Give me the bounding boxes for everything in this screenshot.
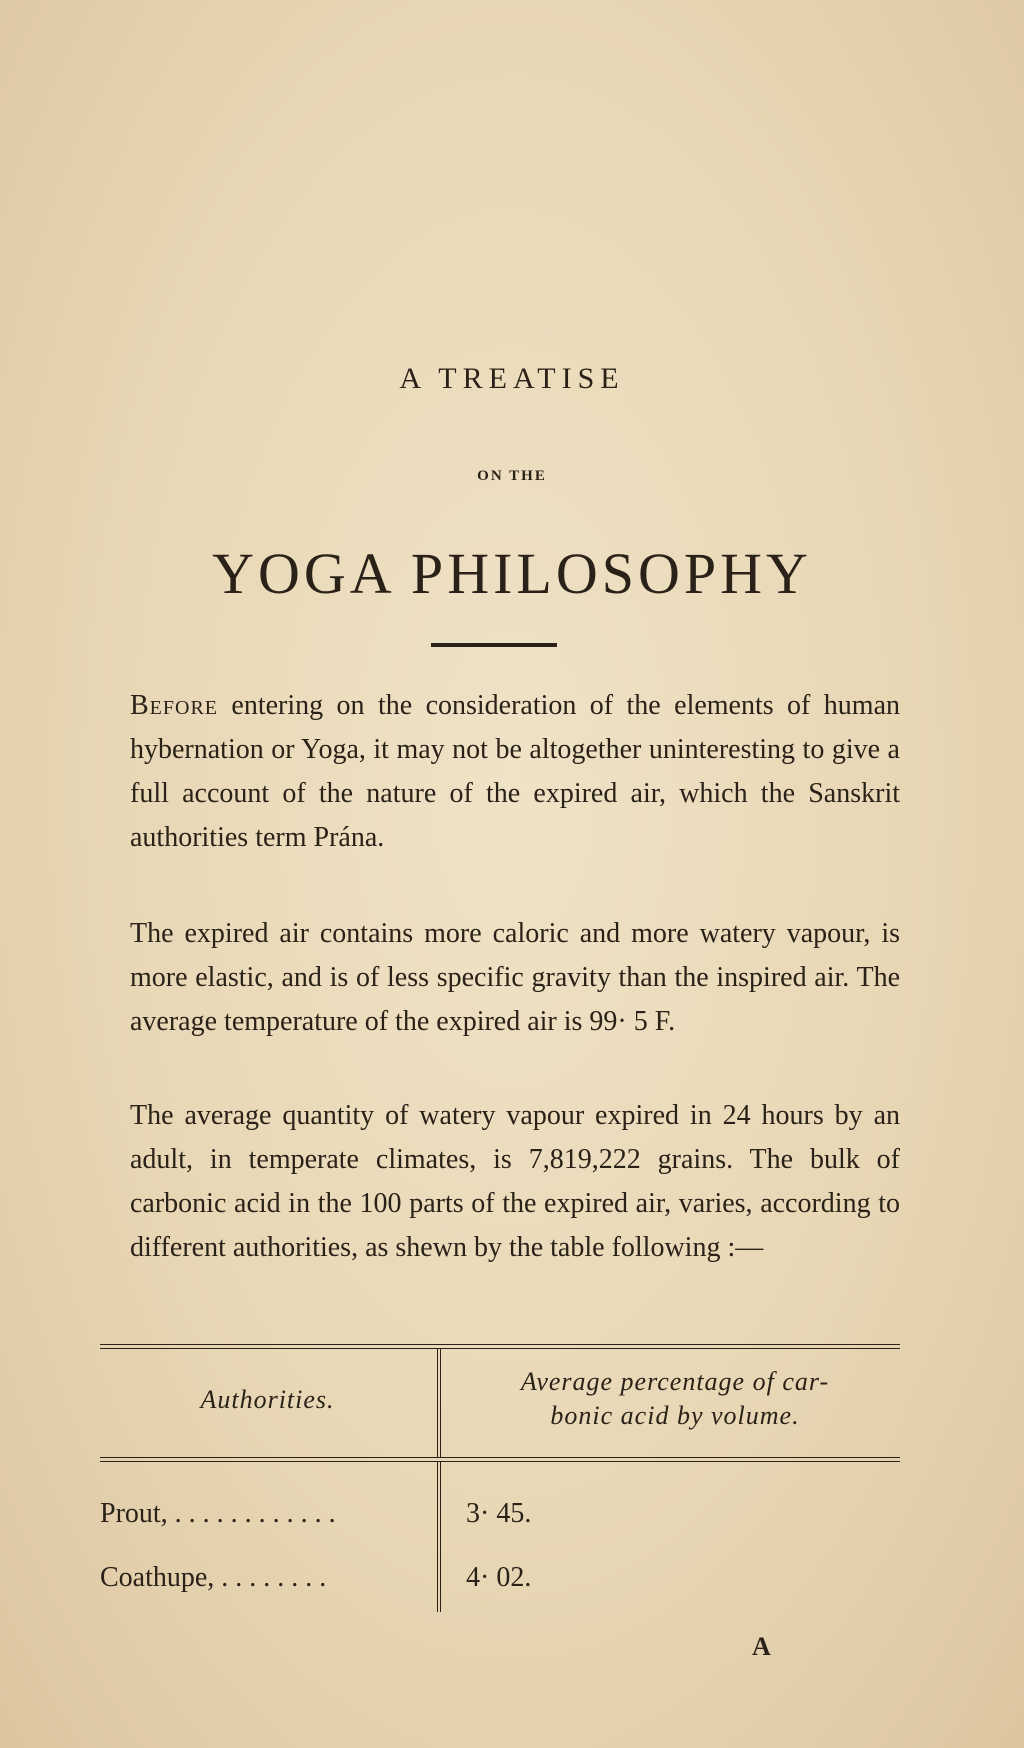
table-header-average-line2: bonic acid by volume.: [550, 1401, 800, 1430]
table-cell-value: 3· 45.: [466, 1498, 532, 1529]
signature-letter: A: [752, 1632, 771, 1661]
title-line-on-the: ON THE: [477, 468, 547, 484]
table-cell-value: 4· 02.: [466, 1562, 532, 1593]
table-cell-authority: Coathupe, . . . . . . . .: [100, 1562, 327, 1593]
table-header-average: [450, 1365, 900, 1433]
paragraph-1: [130, 684, 900, 860]
table-header-authorities: Authorities.: [200, 1385, 335, 1414]
table-header-average-line1: Average percentage of car-: [520, 1367, 830, 1396]
paragraph-1-text: entering on the consideration of the elements of human hybernation or Yoga, it may not be altogether uninteresting to give a full account of the nature of the expired air, which the Sanskrit authorities term Prána.: [130, 690, 900, 853]
table-row: [100, 1498, 900, 1538]
table-cell-authority: Prout, . . . . . . . . . . . .: [100, 1498, 336, 1529]
table-row: [100, 1562, 900, 1602]
carbonic-acid-table: [100, 1344, 900, 1612]
paragraph-3: The average quantity of watery vapour expired in 24 hours by an adult, in temperate climates, is 7,819,222 grains. The bulk of carbonic acid in the 100 parts of the expired air, varies, according to different authorities, as shewn by the table following :—: [130, 1100, 900, 1263]
paragraph-1-lead: Before: [130, 690, 219, 721]
paragraph-2: The expired air contains more caloric and more watery vapour, is more elastic, and is of less specific gravity than the inspired air. The average temperature of the expired air is 99· 5 F.: [130, 918, 900, 1037]
table-header-row: [100, 1349, 900, 1457]
title-rule: [431, 643, 557, 647]
main-title: YOGA PHILOSOPHY: [212, 541, 812, 606]
table-body: [100, 1462, 900, 1612]
title-line-a-treatise: A TREATISE: [399, 362, 625, 395]
table-header-divider: [437, 1349, 441, 1457]
